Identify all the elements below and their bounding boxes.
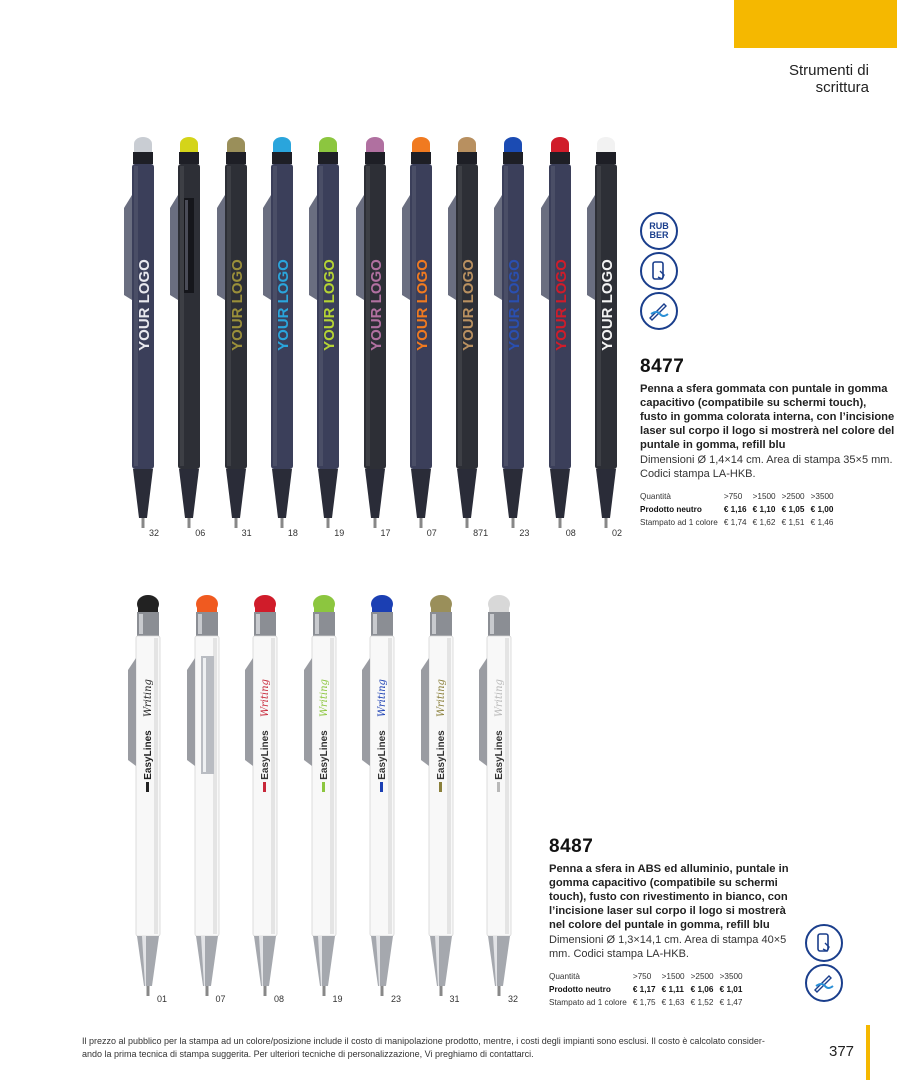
pen-8477-08	[536, 130, 584, 535]
price-cell: >3500	[810, 492, 834, 501]
svg-text:EasyLines: EasyLines	[494, 730, 505, 780]
pen-color-code: 07	[215, 994, 226, 1004]
section-title-line1: Strumenti di	[788, 62, 869, 79]
svg-text:YOUR LOGO: YOUR LOGO	[274, 259, 292, 351]
svg-text:Writing: Writing	[494, 679, 505, 717]
rubber-icon	[640, 212, 678, 250]
section-color-tab	[734, 0, 897, 48]
price-cell: € 1,62	[752, 518, 776, 527]
pen-8487-31	[415, 590, 467, 1000]
pen-8487-08	[239, 590, 291, 1000]
svg-text:Writing: Writing	[260, 679, 271, 717]
footer-note	[82, 1035, 812, 1061]
price-cell: € 1,63	[661, 998, 685, 1007]
product-dimensions: Dimensioni Ø 1,3×14,1 cm. Area di stampa 40×5 mm. Codici stampa LA-HKB.	[549, 934, 787, 960]
price-neutral-row	[549, 983, 749, 996]
price-cell: € 1,10	[752, 505, 776, 514]
svg-text:YOUR LOGO: YOUR LOGO	[413, 259, 431, 351]
price-cell: >1500	[661, 972, 685, 981]
price-cell: € 1,00	[810, 505, 834, 514]
price-cell: Stampato ad 1 colore	[640, 518, 718, 527]
price-cell: Quantità	[640, 492, 671, 501]
price-cell: € 1,05	[781, 505, 805, 514]
price-cell: Quantità	[549, 972, 580, 981]
touch-screen-icon	[805, 924, 843, 962]
svg-text:EasyLines: EasyLines	[143, 730, 154, 780]
product-8487	[549, 836, 799, 1009]
pen-color-code: 18	[287, 528, 298, 538]
pen-color-code: 23	[391, 994, 402, 1004]
pen-8477-02	[582, 130, 630, 535]
footer-line-1: Il prezzo al pubblico per la stampa ad un colore/posizione include il costo di manipolazione prodotto, mentre, i costi degli impianti sono esclusi. Il costo è calcolato consider-	[82, 1036, 765, 1046]
price-cell: € 1,01	[719, 985, 743, 994]
pen-color-code: 19	[334, 528, 345, 538]
pen-color-code: 06	[195, 528, 206, 538]
pen-color-code: 17	[380, 528, 391, 538]
price-header-row	[640, 490, 840, 503]
product-8477	[640, 356, 895, 529]
pen-color-code: 07	[426, 528, 437, 538]
price-cell: >750	[632, 972, 652, 981]
svg-text:YOUR LOGO: YOUR LOGO	[367, 259, 385, 351]
svg-text:Writing: Writing	[143, 679, 154, 717]
price-table	[549, 970, 749, 1009]
price-cell: € 1,46	[810, 518, 834, 527]
price-cell: Prodotto neutro	[640, 505, 702, 514]
price-cell: >1500	[752, 492, 776, 501]
svg-text:EasyLines: EasyLines	[260, 730, 271, 780]
price-cell: € 1,74	[723, 518, 747, 527]
svg-text:Writing: Writing	[435, 679, 447, 717]
pen-color-code: 02	[612, 528, 623, 538]
price-cell: € 1,16	[723, 505, 747, 514]
pen-color-code: 31	[449, 994, 460, 1004]
pen-8487-01	[122, 590, 174, 1000]
section-title-line2: scrittura	[815, 79, 869, 96]
price-cell: >2500	[690, 972, 714, 981]
pen-color-code: 19	[332, 994, 343, 1004]
price-cell: >750	[723, 492, 743, 501]
pen-color-code: 08	[274, 994, 285, 1004]
svg-text:EasyLines: EasyLines	[435, 730, 447, 780]
svg-text:EasyLines: EasyLines	[318, 730, 330, 780]
pen-8487-07	[181, 590, 233, 1000]
price-cell: € 1,51	[781, 518, 805, 527]
svg-text:YOUR LOGO: YOUR LOGO	[460, 259, 478, 351]
page-accent-bar	[866, 1025, 870, 1080]
footer-line-2: ando la prima tecnica di stampa suggerita. Per ulteriori tecniche di personalizzazione, Vi preghiamo di contattarci.	[82, 1049, 534, 1059]
page-number: 377	[829, 1043, 855, 1060]
pen-8487-23	[356, 590, 408, 1000]
price-cell: € 1,06	[690, 985, 714, 994]
price-cell: € 1,17	[632, 985, 656, 994]
price-cell: >3500	[719, 972, 743, 981]
price-cell: Stampato ad 1 colore	[549, 998, 627, 1007]
svg-text:YOUR LOGO: YOUR LOGO	[552, 259, 570, 351]
price-cell: € 1,75	[632, 998, 656, 1007]
product-code: 8487	[549, 836, 594, 857]
pen-color-code: 32	[149, 528, 160, 538]
pen-color-code: 23	[519, 528, 530, 538]
blue-ink-icon	[640, 292, 678, 330]
svg-text:YOUR LOGO: YOUR LOGO	[506, 259, 524, 351]
pen-color-code: 32	[508, 994, 519, 1004]
price-cell: Prodotto neutro	[549, 985, 611, 994]
pen-color-code: 871	[473, 528, 489, 538]
svg-text:Writing: Writing	[318, 679, 330, 717]
svg-text:YOUR LOGO: YOUR LOGO	[321, 259, 339, 351]
pen-color-code: 08	[565, 528, 576, 538]
price-neutral-row	[640, 503, 840, 516]
svg-text:EasyLines: EasyLines	[377, 730, 388, 780]
svg-text:Writing: Writing	[377, 679, 388, 717]
pen-color-code: 01	[157, 994, 168, 1004]
pen-8487-32	[473, 590, 525, 1000]
pen-8487-19	[298, 590, 350, 1000]
price-printed-row	[640, 516, 840, 529]
svg-text:YOUR LOGO: YOUR LOGO	[228, 259, 246, 351]
price-table	[640, 490, 840, 529]
price-cell: € 1,47	[719, 998, 743, 1007]
product-dimensions: Dimensioni Ø 1,4×14 cm. Area di stampa 35×5 mm. Codici stampa LA-HKB.	[640, 454, 893, 480]
svg-text:YOUR LOGO: YOUR LOGO	[599, 259, 616, 351]
svg-text:YOUR LOGO: YOUR LOGO	[136, 259, 153, 351]
touch-screen-icon	[640, 252, 678, 290]
product-description: Penna a sfera gommata con puntale in gomma capacitivo (compatibile su schermi touch), fusto in gomma colorata interna, con l’incisione laser sul corpo il logo si mostrerà nel colore del puntale in gomma, refill blu	[640, 383, 895, 451]
pen-color-code: 31	[241, 528, 252, 538]
price-cell: >2500	[781, 492, 805, 501]
product-code: 8477	[640, 356, 685, 377]
price-header-row	[549, 970, 749, 983]
rubber-icon-label: RUB BER	[649, 221, 669, 240]
product-description: Penna a sfera in ABS ed alluminio, puntale in gomma capacitivo (compatibile su schermi touch), fusto con rivestimento in bianco, con l’incisione laser sul corpo il logo si mostrerà nel colore del puntale in gomma, refill blu	[549, 863, 789, 931]
blue-ink-icon	[805, 964, 843, 1002]
price-printed-row	[549, 996, 749, 1009]
section-title	[789, 62, 869, 96]
price-cell: € 1,52	[690, 998, 714, 1007]
price-cell: € 1,11	[661, 985, 684, 994]
